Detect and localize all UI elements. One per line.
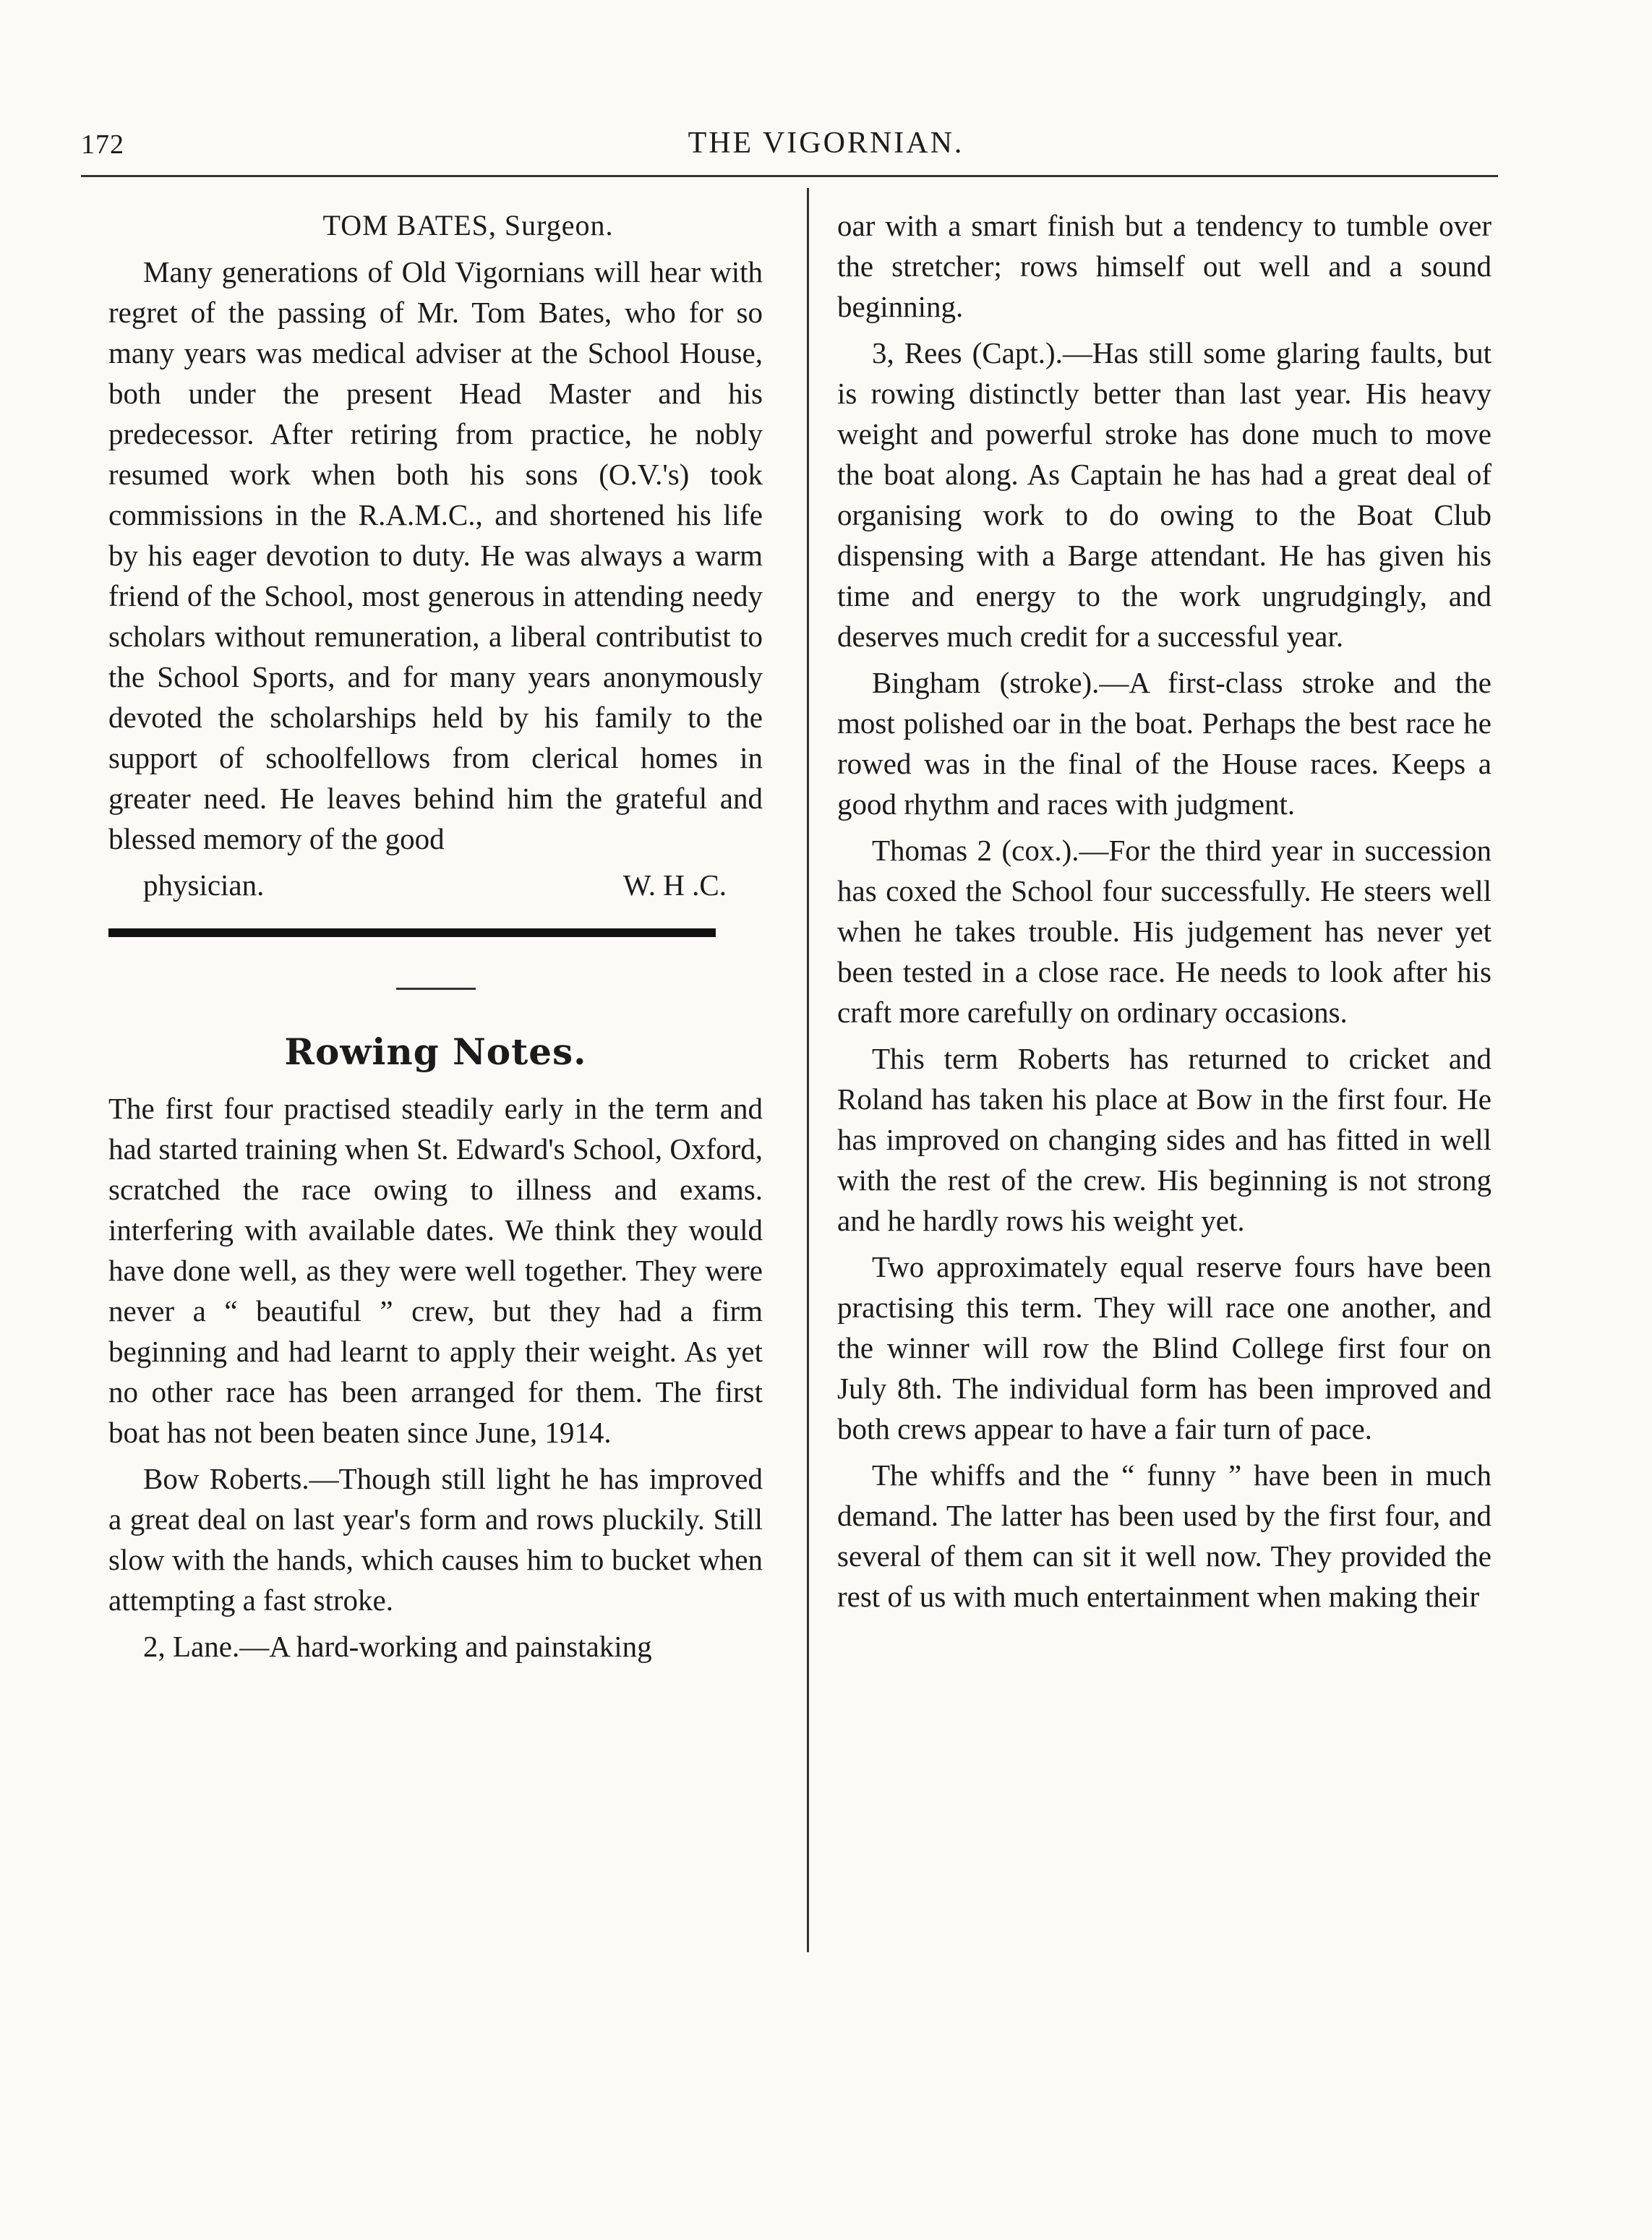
left-column [108, 205, 763, 1672]
rowing-paragraph: Bow Roberts.—Though still light he has improved a great deal on last year's form and rows pluckily. Still slow with the hands, which causes him to bucket when attempting a fast stroke. [108, 1462, 763, 1617]
rowing-paragraph: This term Roberts has returned to cricket and Roland has taken his place at Bow in the first four. He has improved on changing sides and has fitted in well with the rest of the crew. His beginning is not strong and he hardly rows his weight yet. [837, 1042, 1491, 1237]
memorial-closing-word: physician. [143, 868, 265, 902]
rowing-paragraph: oar with a smart finish but a tendency to tumble over the stretcher; rows himself out well and a sound beginning. [837, 209, 1491, 323]
rowing-notes-heading: Rowing Notes. [284, 1030, 587, 1073]
rowing-paragraph: 2, Lane.—A hard-working and painstaking [143, 1630, 652, 1663]
section-divider-short [396, 988, 476, 990]
rowing-paragraph: The whiffs and the “ funny ” have been in much demand. The latter has been used by the first four, and several of them can sit it well now. They provided the rest of us with much entertainment when making their [837, 1458, 1491, 1613]
rowing-paragraph: Two approximately equal reserve fours have been practising this term. They will race one another, and the winner will row the Blind College first four on July 8th. The individual form has been improved and both crews appear to have a fair turn of pace. [837, 1250, 1491, 1445]
memorial-signature: W. H .C. [622, 868, 727, 902]
rowing-paragraph: Bingham (stroke).—A first-class stroke and the most polished oar in the boat. Perhaps the best race he rowed was in the final of the House races. Keeps a good rhythm and races with judgment. [837, 666, 1491, 821]
section-divider-thick [108, 928, 716, 937]
memorial-signature-line [108, 865, 763, 905]
rowing-paragraph: 3, Rees (Capt.).—Has still some glaring faults, but is rowing distinctly better than last year. His heavy weight and powerful stroke has done much to move the boat along. As Captain he has had a great deal of organising work to do owing to the Boat Club dispensing with a Barge attendant. He has given his time and energy to the work ungrudgingly, and deserves much credit for a successful year. [837, 336, 1491, 653]
running-title: THE VIGORNIAN. [688, 127, 964, 160]
memorial-title: TOM BATES, Surgeon. [322, 209, 614, 241]
header-rule [81, 175, 1498, 177]
memorial-paragraph: Many generations of Old Vigornians will hear with regret of the passing of Mr. Tom Bates, who for so many years was medical adviser at the School House, both under the present Head Master and his predecessor. After retiring from practice, he nobly resumed work when both his sons (O.V.'s) took commissions in the R.A.M.C., and shortened his life by his eager devotion to duty. He was always a warm friend of the School, most generous in attending needy scholars without remuneration, a liberal contributist to the School Sports, and for many years anonymously devoted the scholarships held by his family to the support of schoolfellows from clerical homes in greater need. He leaves behind him the grateful and blessed memory of the good [108, 255, 763, 855]
rowing-paragraph: Thomas 2 (cox.).—For the third year in succession has coxed the School four successfully. He steers well when he takes trouble. His judgement has never yet been tested in a close race. He needs to look after his craft more carefully on ordinary occasions. [837, 834, 1491, 1029]
rowing-paragraph: The first four practised steadily early in the term and had started training when St. Edward's School, Oxford, scratched the race owing to illness and exams. interfering with available dates. We think they would have done well, as they were well together. They were never a “ beautiful ” crew, but they had a firm beginning and had learnt to apply their weight. As yet no other race has been arranged for them. The first boat has not been beaten since June, 1914. [108, 1092, 763, 1449]
page-number: 172 [81, 129, 124, 160]
right-column [837, 205, 1491, 1623]
column-divider [807, 188, 809, 1952]
